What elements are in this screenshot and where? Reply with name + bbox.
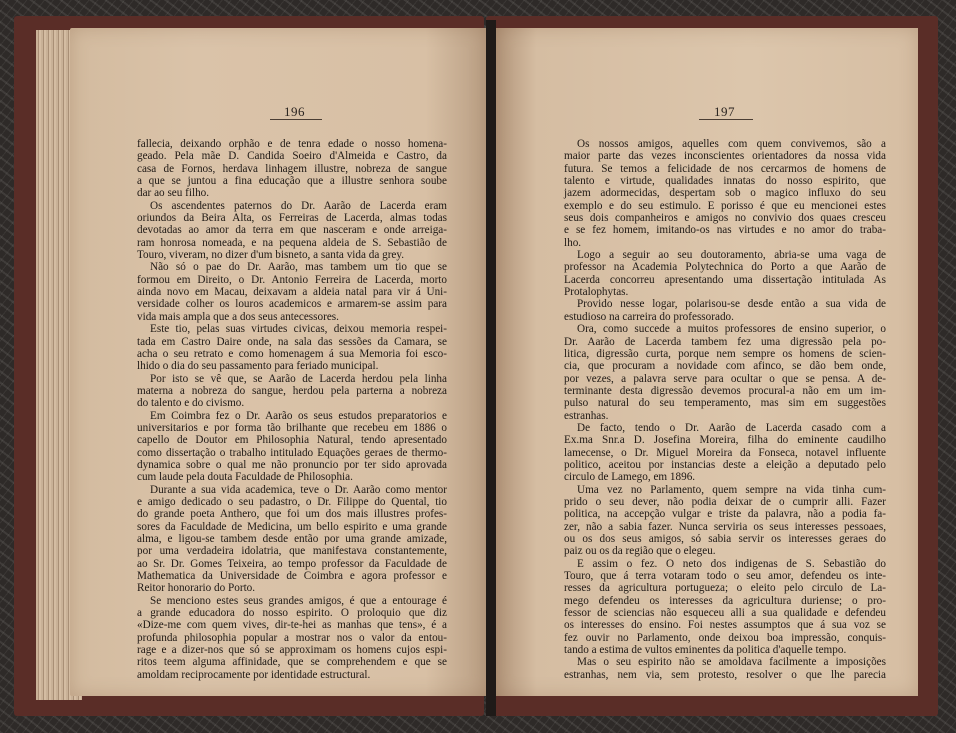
text-line: pulso natural do seu temperamento, mas sim em suggestões bbox=[564, 397, 886, 410]
text-line: Mas o seu espirito não se amoldava facilmente a imposições bbox=[577, 656, 886, 669]
text-line: amoldam reciprocamente por identidade estructural. bbox=[137, 668, 371, 681]
text-line: professor na Academia Polytechnica do Porto a que Aarão de bbox=[564, 261, 886, 274]
text-line: rage e a dizer-nos que só se approximam os homens cujos espi- bbox=[137, 644, 447, 657]
text-line: «Dize-me com quem vives, dir-te-hei as manhas que tens», é a bbox=[137, 619, 447, 632]
text-line: exemplo e do seu estimulo. E porisso é que eu mencionei estes bbox=[564, 199, 886, 212]
text-line: ram honrosa nomeada, e na pequena aldeia de S. Sebastião de bbox=[137, 236, 447, 249]
text-line: Se menciono estes seus grandes amigos, é que a entourage é bbox=[150, 594, 447, 607]
text-line: a grande educadora do nosso espirito. O proloquio que diz bbox=[137, 607, 447, 620]
text-line: fessor de sciencias não esqueceu alli a sua qualidade e defendeu bbox=[564, 607, 886, 620]
text-line: politico, aceitou por instancias deste a eleição a deputado pelo bbox=[564, 458, 886, 471]
text-line: sores da Faculdade de Medicina, um bello espirito e uma grande bbox=[137, 520, 447, 533]
text-line: ainda novo em Macau, deixavam a aldeia natal para vir á Uni- bbox=[137, 286, 447, 299]
text-line: Reitor honorario do Porto. bbox=[137, 582, 256, 595]
text-line: tando a estima de vultos eminentes da politica d'aquelle tempo. bbox=[564, 644, 847, 657]
left-page-number: 196 bbox=[284, 104, 305, 119]
text-line: dar ao seu filho. bbox=[137, 187, 210, 200]
text-line: vida mais ampla que a dos seus antecessores. bbox=[137, 310, 339, 323]
text-line: por uma verdadeira idolatria, que manifestava constantemente, bbox=[137, 545, 447, 558]
text-line: e amigo dedicado o seu padastro, o Dr. Filippe do Quental, tio bbox=[137, 495, 447, 508]
text-line: Os ascendentes paternos do Dr. Aarão de Lacerda eram bbox=[150, 199, 447, 212]
text-line: profunda philosophia popular a mostrar nos o valor da entou- bbox=[137, 631, 447, 644]
text-line: casa de Fornos, herdava linhagem illustre, nobreza de sangue bbox=[137, 162, 447, 175]
text-line: Não só o pae do Dr. Aarão, mas tambem um tio que se bbox=[150, 261, 447, 274]
text-line: talento e virtude, qualidades innatas do nosso espirito, que bbox=[564, 175, 886, 188]
text-line: dynamica sobre o qual me não pronuncio por ter sido aprovada bbox=[137, 458, 447, 471]
text-line: Os nossos amigos, aquelles com quem convivemos, são a bbox=[577, 138, 886, 150]
text-line: como dissertação o trabalho intitulado Equações geraes de thermo- bbox=[137, 446, 447, 459]
text-line: lhido o dia do seu passamento para feriado municipal. bbox=[137, 360, 379, 373]
book-gutter bbox=[486, 20, 496, 716]
text-line: Este tio, pelas suas virtudes civicas, deixou memoria respei- bbox=[150, 323, 447, 336]
text-line: paiz ou os da região que o elegeu. bbox=[564, 545, 716, 558]
text-line: circulo de Lamego, em 1896. bbox=[564, 471, 696, 484]
text-line: cia, que procuram a novidade com afinco, se dão bem onde, bbox=[564, 360, 886, 373]
text-line: seus dois companheiros e amigos no convivio dos quaes cresceu bbox=[564, 212, 886, 225]
text-line: resses da agricultura portugueza; o eleito pelo circulo de La- bbox=[564, 582, 886, 595]
text-line: Protalophytas. bbox=[564, 286, 629, 299]
text-line: capello de Doutor em Philosophia Natural, tendo apresentado bbox=[137, 434, 447, 447]
text-line: De facto, tendo o Dr. Aarão de Lacerda casado com a bbox=[577, 421, 886, 434]
text-line: ao Sr. Dr. Gomes Teixeira, ao tempo professor da Faculdade de bbox=[137, 557, 447, 570]
text-line: formou em Direito, o Dr. Antonio Ferreira de Lacerda, morto bbox=[137, 273, 447, 286]
left-page-number-rule bbox=[270, 119, 322, 120]
text-line: ritos teem alguma affinidade, que se comprehendem e que se bbox=[137, 656, 447, 669]
text-line: Touro, que á terra votaram todo o seu amor, defendeu os inte- bbox=[564, 570, 886, 583]
text-line: do talento e do civismo. bbox=[137, 397, 245, 410]
text-line: Dr. Aarão de Lacerda tambem fez uma digressão pela po- bbox=[564, 335, 886, 348]
text-line: Em Coimbra fez o Dr. Aarão os seus estudos preparatorios e bbox=[150, 409, 447, 422]
text-line: devotadas ao amor da terra em que nasceram e onde arreiga- bbox=[137, 224, 447, 237]
left-page-text bbox=[137, 138, 447, 681]
text-line: por vezes, a palavra serve para ocultar o que se pensa. A de- bbox=[564, 372, 886, 385]
text-line: mego defendeu os interesses da agricultura duriense; o pro- bbox=[564, 594, 886, 607]
text-line: Lacerda concorreu apresentando uma dissertação intitulada As bbox=[564, 273, 886, 286]
text-line: Uma vez no Parlamento, quem sempre na vida tinha cum- bbox=[577, 483, 886, 496]
text-line: Logo a seguir ao seu doutoramento, abria-se uma vaga de bbox=[577, 249, 886, 262]
text-line: fallecia, deixando orphão e de tenra edade o nosso homena- bbox=[137, 138, 447, 150]
text-line: os interesses do ensino. Foi nestes assumptos que á sua voz se bbox=[564, 619, 886, 632]
text-line: estranhas. bbox=[564, 409, 609, 422]
text-line: do grande poeta Anthero, que foi um dos mais illustres profes- bbox=[137, 508, 447, 521]
text-line: tada em Castro Daire onde, na sala das sessões da Camara, se bbox=[137, 335, 447, 348]
text-line: Touro, viveram, no dizer d'um bisneto, a santa vida da grey. bbox=[137, 249, 405, 262]
text-line: Ex.ma Snr.a D. Josefina Moreira, filha do eminente caudilho bbox=[564, 434, 886, 447]
text-line: cum laude pela douta Faculdade de Philosophia. bbox=[137, 471, 353, 484]
text-line: maior parte das vezes inconscientes orientadores da nossa vida bbox=[564, 150, 886, 163]
text-line: materna a nobreza do sangue, herdou pela parterna a nobreza bbox=[137, 384, 447, 397]
right-page-text bbox=[564, 138, 886, 681]
text-line: Ora, como succede a muitos professores de ensino superior, o bbox=[577, 323, 886, 336]
text-line: fez ouvir no Parlamento, onde deixou boa impressão, conquis- bbox=[564, 631, 886, 644]
text-line: geado. Pela mãe D. Candida Soeiro d'Almeida e Castro, da bbox=[137, 150, 447, 163]
text-line: versidade colher os louros academicos e armarem-se assim para bbox=[137, 298, 447, 311]
text-line: estudioso na carreira do professorado. bbox=[564, 310, 734, 323]
text-line: a que se juntou a fina educação que a illustre senhora soube bbox=[137, 175, 447, 188]
text-line: estranhas, nem via, sem protesto, resolver o que lhe parecia bbox=[564, 668, 886, 681]
right-page-number: 197 bbox=[714, 104, 735, 119]
text-line: futura. Se temos a felicidade de nos cercarmos de homens de bbox=[564, 162, 886, 175]
text-line: acha o seu retrato e como homenagem á sua Memoria foi esco- bbox=[137, 347, 447, 360]
text-line: politica, na accepção vulgar e triste da palavra, não a podia fa- bbox=[564, 508, 886, 521]
text-line: litica, digressão curta, porque nem sempre os homens de scien- bbox=[564, 347, 886, 360]
right-page-number-rule bbox=[699, 119, 753, 120]
text-line: lho. bbox=[564, 236, 582, 249]
text-line: terminante desta digressão devemos procural-a não em um im- bbox=[564, 384, 886, 397]
text-line: Mathematica da Universidade de Coimbra e agora professor e bbox=[137, 570, 447, 583]
text-line: e se fez homem, imitando-os nas virtudes e no amor do traba- bbox=[564, 224, 886, 237]
text-line: Provido nesse logar, polarisou-se desde então a sua vida de bbox=[577, 298, 886, 311]
text-line: E assim o fez. O neto dos indigenas de S. Sebastião do bbox=[577, 557, 886, 570]
text-line: prido o seu dever, não podia deixar de o cumprir alli. Fazer bbox=[564, 495, 886, 508]
text-line: Durante a sua vida academica, teve o Dr. Aarão como mentor bbox=[150, 483, 447, 496]
text-line: oriundos da Beira Alta, os Ferreiras de Lacerda, almas todas bbox=[137, 212, 447, 225]
text-line: ou os dos seus amigos, só sabia servir os interesses geraes do bbox=[564, 533, 886, 545]
text-line: lamecense, o Dr. Miguel Moreira da Fonseca, notavel influente bbox=[564, 446, 886, 459]
text-line: alma, e ligou-se tambem desde então por uma grande amizade, bbox=[137, 533, 447, 545]
text-line: Por isto se vê que, se Aarão de Lacerda herdou pela linha bbox=[150, 372, 447, 385]
text-line: zer, não a sabia fazer. Nunca serviria os seus interesses pessoaes, bbox=[564, 520, 886, 533]
text-line: jazem adormecidas, despertam sob o magico influxo do seu bbox=[564, 187, 886, 200]
text-line: universitarios e por forma tão brilhante que recebeu em 1886 o bbox=[137, 421, 447, 434]
